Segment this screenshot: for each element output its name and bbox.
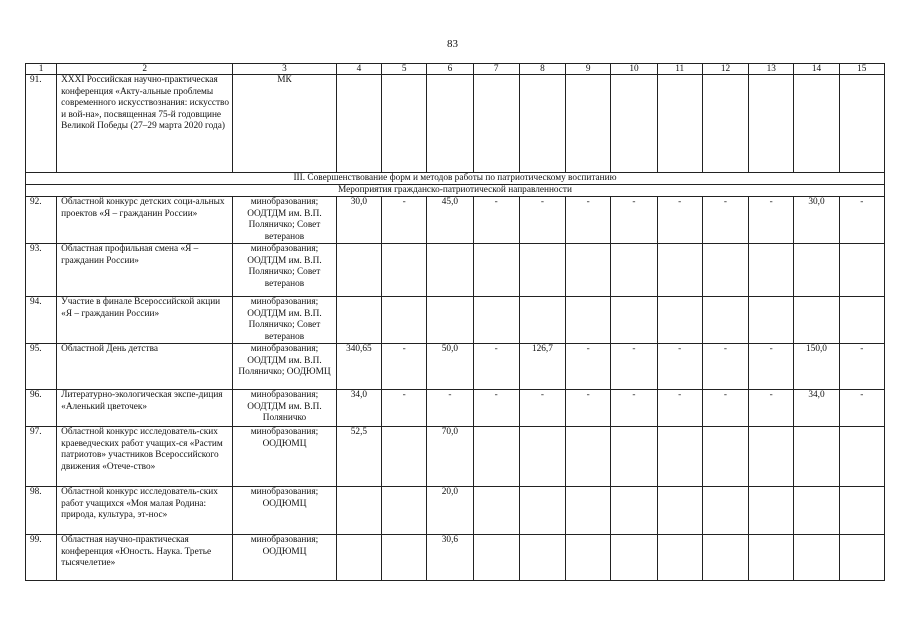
value-cell (702, 535, 748, 581)
table-row (26, 390, 885, 427)
value-cell (839, 487, 884, 535)
value-cell (382, 244, 427, 297)
value-cell: 70,0 (427, 427, 473, 487)
executor: минобразования; ООДТДМ им. В.П. Поляничко; ООДЮМЦ (233, 344, 337, 390)
table-row (26, 487, 885, 535)
section-row (26, 173, 885, 185)
value-cell: - (657, 197, 702, 244)
value-cell (336, 297, 381, 344)
value-cell (427, 297, 473, 344)
row-number: 99. (26, 535, 57, 581)
budget-table (25, 63, 885, 581)
event-name: Областной конкурс исследователь-ских краеведческих работ учащих-ся «Растим патриотов» участников Всероссийского движения «Отече-ство» (57, 427, 233, 487)
value-cell (611, 75, 657, 173)
row-number: 96. (26, 390, 57, 427)
value-cell: 340,65 (336, 344, 381, 390)
value-cell (794, 297, 839, 344)
value-cell: - (566, 390, 611, 427)
executor: минобразования; ООДТДМ им. В.П. Поляничко (233, 390, 337, 427)
value-cell (794, 535, 839, 581)
value-cell: 30,0 (794, 197, 839, 244)
value-cell (427, 75, 473, 173)
value-cell (336, 535, 381, 581)
value-cell (566, 535, 611, 581)
event-name: Литературно-экологическая экспе-диция «Аленький цветочек» (57, 390, 233, 427)
value-cell (519, 75, 565, 173)
value-cell: 20,0 (427, 487, 473, 535)
event-name: Областной конкурс исследователь-ских работ учащихся «Моя малая Родина: природа, культура, эт-нос» (57, 487, 233, 535)
value-cell: - (382, 344, 427, 390)
value-cell: - (749, 197, 794, 244)
value-cell (473, 297, 519, 344)
column-header: 1 (26, 64, 57, 75)
value-cell: - (566, 197, 611, 244)
value-cell (382, 75, 427, 173)
value-cell (794, 427, 839, 487)
value-cell (519, 487, 565, 535)
value-cell: - (839, 390, 884, 427)
value-cell (794, 244, 839, 297)
value-cell: 52,5 (336, 427, 381, 487)
event-name: Областная научно-практическая конференция «Юность. Наука. Третье тысячелетие» (57, 535, 233, 581)
event-name: XXXI Российская научно-практическая конференция «Акту-альные проблемы современного искусствознания: искусство и вой-на», посвященная 75-й годовщине Великой Победы (27–29 марта 2020 года) (57, 75, 233, 173)
value-cell: 45,0 (427, 197, 473, 244)
value-cell: 34,0 (336, 390, 381, 427)
value-cell: - (519, 390, 565, 427)
value-cell (702, 75, 748, 173)
value-cell: - (749, 344, 794, 390)
page-number: 83 (447, 38, 458, 50)
value-cell: - (382, 390, 427, 427)
row-number: 98. (26, 487, 57, 535)
value-cell (839, 244, 884, 297)
value-cell (611, 487, 657, 535)
table-row (26, 75, 885, 173)
value-cell (702, 244, 748, 297)
value-cell: 126,7 (519, 344, 565, 390)
row-number: 92. (26, 197, 57, 244)
value-cell (657, 75, 702, 173)
column-header: 15 (839, 64, 884, 75)
column-header: 14 (794, 64, 839, 75)
row-number: 95. (26, 344, 57, 390)
value-cell: - (702, 197, 748, 244)
value-cell (473, 535, 519, 581)
value-cell (611, 535, 657, 581)
value-cell: - (382, 197, 427, 244)
executor: минобразования; ООДЮМЦ (233, 427, 337, 487)
value-cell (749, 244, 794, 297)
value-cell: - (611, 344, 657, 390)
value-cell (382, 487, 427, 535)
value-cell (519, 297, 565, 344)
executor: минобразования; ООДТДМ им. В.П. Поляничко; Совет ветеранов (233, 244, 337, 297)
value-cell: - (473, 390, 519, 427)
executor: минобразования; ООДТДМ им. В.П. Поляничко; Совет ветеранов (233, 197, 337, 244)
value-cell (566, 297, 611, 344)
column-header: 10 (611, 64, 657, 75)
value-cell (519, 244, 565, 297)
subsection-title: Мероприятия гражданско-патриотической направленности (26, 185, 885, 197)
value-cell (839, 297, 884, 344)
value-cell: - (566, 344, 611, 390)
value-cell (702, 487, 748, 535)
value-cell: 30,6 (427, 535, 473, 581)
value-cell: - (473, 344, 519, 390)
value-cell (794, 487, 839, 535)
row-number: 91. (26, 75, 57, 173)
value-cell (427, 244, 473, 297)
value-cell: 50,0 (427, 344, 473, 390)
event-name: Областная профильная смена «Я – гражданин России» (57, 244, 233, 297)
value-cell (382, 297, 427, 344)
value-cell (473, 427, 519, 487)
value-cell (657, 487, 702, 535)
table-row (26, 244, 885, 297)
value-cell (473, 487, 519, 535)
value-cell: 34,0 (794, 390, 839, 427)
value-cell: - (657, 344, 702, 390)
value-cell (566, 427, 611, 487)
value-cell (749, 535, 794, 581)
row-number: 97. (26, 427, 57, 487)
subsection-row (26, 185, 885, 197)
column-header: 12 (702, 64, 748, 75)
value-cell (749, 487, 794, 535)
value-cell: - (657, 390, 702, 427)
column-header: 6 (427, 64, 473, 75)
value-cell (566, 244, 611, 297)
value-cell (657, 427, 702, 487)
value-cell (336, 75, 381, 173)
value-cell: - (427, 390, 473, 427)
column-header: 7 (473, 64, 519, 75)
value-cell: - (839, 197, 884, 244)
value-cell (382, 427, 427, 487)
executor: минобразования; ООДЮМЦ (233, 487, 337, 535)
executor: минобразования; ООДТДМ им. В.П. Поляничко; Совет ветеранов (233, 297, 337, 344)
value-cell: - (611, 390, 657, 427)
value-cell: 30,0 (336, 197, 381, 244)
column-header: 8 (519, 64, 565, 75)
column-header: 11 (657, 64, 702, 75)
executor: МК (233, 75, 337, 173)
executor: минобразования; ООДЮМЦ (233, 535, 337, 581)
column-header: 9 (566, 64, 611, 75)
value-cell (839, 427, 884, 487)
column-header: 3 (233, 64, 337, 75)
value-cell (839, 535, 884, 581)
value-cell (794, 75, 839, 173)
table-row (26, 344, 885, 390)
value-cell (566, 75, 611, 173)
value-cell (566, 487, 611, 535)
value-cell: - (749, 390, 794, 427)
section-title: III. Совершенствование форм и методов работы по патриотическому воспитанию (26, 173, 885, 185)
value-cell (382, 535, 427, 581)
value-cell: - (611, 197, 657, 244)
value-cell (611, 297, 657, 344)
value-cell (336, 487, 381, 535)
value-cell (611, 244, 657, 297)
column-number-row (26, 64, 885, 75)
value-cell: - (839, 344, 884, 390)
value-cell (519, 427, 565, 487)
table-row (26, 297, 885, 344)
value-cell (749, 427, 794, 487)
column-header: 2 (57, 64, 233, 75)
row-number: 94. (26, 297, 57, 344)
value-cell (702, 427, 748, 487)
value-cell (336, 244, 381, 297)
value-cell (657, 535, 702, 581)
value-cell: - (702, 390, 748, 427)
table-row (26, 427, 885, 487)
value-cell: - (519, 197, 565, 244)
column-header: 5 (382, 64, 427, 75)
value-cell (749, 75, 794, 173)
value-cell (473, 244, 519, 297)
value-cell (657, 297, 702, 344)
value-cell (657, 244, 702, 297)
value-cell: - (702, 344, 748, 390)
event-name: Областной День детства (57, 344, 233, 390)
value-cell (749, 297, 794, 344)
value-cell (839, 75, 884, 173)
value-cell: 150,0 (794, 344, 839, 390)
value-cell (473, 75, 519, 173)
table-row (26, 197, 885, 244)
value-cell (611, 427, 657, 487)
event-name: Участие в финале Всероссийской акции «Я – гражданин России» (57, 297, 233, 344)
row-number: 93. (26, 244, 57, 297)
column-header: 13 (749, 64, 794, 75)
value-cell (702, 297, 748, 344)
event-name: Областной конкурс детских соци-альных проектов «Я – гражданин России» (57, 197, 233, 244)
column-header: 4 (336, 64, 381, 75)
value-cell (519, 535, 565, 581)
table-row (26, 535, 885, 581)
value-cell: - (473, 197, 519, 244)
